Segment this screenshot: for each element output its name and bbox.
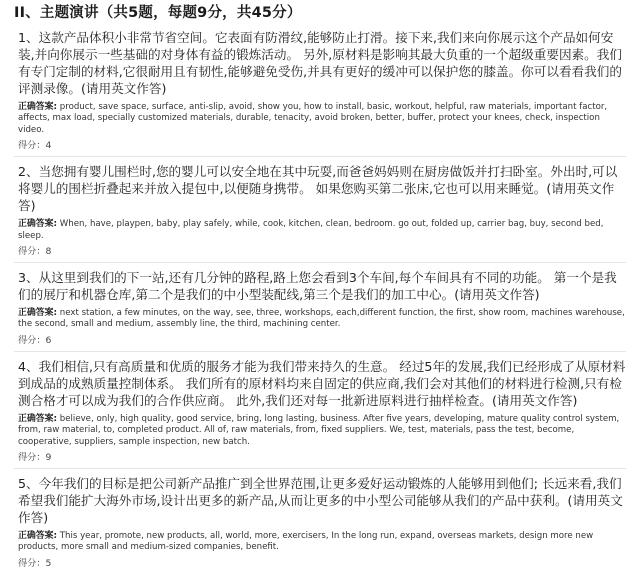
correct-answer [18, 219, 626, 242]
divider [14, 262, 626, 263]
answer-label: 正确答案: [18, 413, 58, 424]
score: 得分：8 [18, 246, 52, 258]
correct-answer [18, 531, 626, 554]
question-1 [14, 29, 626, 157]
divider [14, 351, 626, 352]
answer-text: When, have, playpen, baby, play safely, while, cook, kitchen, clean, bedroom. go out, folded up, carrier bag, buy, second bed, sleep. [18, 219, 604, 241]
question-2 [14, 163, 626, 263]
answer-text: product, save space, surface, anti-slip, avoid, show you, how to install, basic, workout, helpful, raw materials, important factor, affects, max load, specially customized materials, durable, tenacity, avoid broken, better, buffer, protect your knees, check, inspection video. [18, 102, 608, 135]
section-title: II、主题演讲（共5题，每题9分，共45分） [14, 5, 302, 21]
question-text: 4、我们相信,只有高质量和优质的服务才能为我们带来持久的生意。 经过5年的发展,我们已经形成了从原材料到成品的成熟质量控制体系。 我们所有的原材料均来自固定的供应商,我们会对其他们的材料进行检测,只有检测合格才可以成为我们的合作供应商。 此外,我们还对每一批新进原料进行抽样检查。(请用英文作答) [18, 358, 626, 408]
answer-text: next station, a few minutes, on the way, see, three, workshops, each,different function, the first, show room, machines warehouse, the second, small and medium, assembly line, the third, machining center. [18, 308, 625, 330]
answer-label: 正确答案: [18, 531, 58, 542]
question-text: 2、当您拥有婴儿围栏时,您的婴儿可以安全地在其中玩耍,而爸爸妈妈则在厨房做饭并打扫卧室。外出时,可以将婴儿的围栏折叠起来并放入提包中,以便随身携带。 如果您购买第二张床,它也可以用来睡觉。(请用英文作答) [18, 164, 618, 214]
score: 得分：6 [18, 334, 52, 346]
question-3 [14, 269, 626, 352]
question-text: 5、今年我们的目标是把公司新产品推广到全世界范围,让更多爱好运动锻炼的人能够用到他们; 长远来看,我们希望我们能扩大海外市场,设计出更多的新产品,从而让更多的中小型公司能够从我们的产品中获利。(请用英文作答) [18, 476, 623, 526]
answer-label: 正确答案: [18, 219, 58, 230]
correct-answer [18, 414, 626, 448]
answer-label: 正确答案: [18, 308, 58, 319]
question-text: 1、这款产品体积小非常节省空间。它表面有防滑纹,能够防止打滑。接下来,我们来向你展示这个产品如何安装,并向你展示一些基础的对身体有益的锻炼活动。 另外,原材料是影响其最大负重的一个超级重要因素。我们有专门定制的材料,它很耐用且有韧性,能够避免受伤,并具有更好的缓冲可以保护您的膝盖。你可以看看我们的评测录像。(请用英文作答) [18, 30, 622, 96]
answer-text: believe, only, high quality, good service, bring, long lasting, business. After five years, developing, mature quality control system, from, raw material, to, completed product. All of, raw materials, from, fixed suppliers. We, test, materials, pass the test, become, cooperative, suppliers, sample inspection, new batch. [18, 413, 620, 447]
correct-answer [18, 308, 626, 331]
question-4 [14, 358, 626, 469]
correct-answer [18, 102, 626, 136]
divider [14, 156, 626, 157]
question-text: 3、从这里到我们的下一站,还有几分钟的路程,路上您会看到3个车间,每个车间具有不同的功能。 第一个是我们的展厅和机器仓库,第二个是我们的中小型装配线,第三个是我们的加工中心。(请用英文作答) [18, 270, 617, 303]
question-5 [14, 475, 626, 570]
score: 得分：4 [18, 140, 52, 152]
divider [14, 468, 626, 469]
answer-label: 正确答案: [18, 102, 58, 112]
answer-text: This year, promote, new products, all, world, more, exercisers, In the long run, expand, overseas markets, design more new products, more small and medium-sized companies, benefit. [18, 531, 594, 553]
score: 得分：9 [18, 452, 52, 464]
score: 得分：5 [18, 557, 52, 569]
